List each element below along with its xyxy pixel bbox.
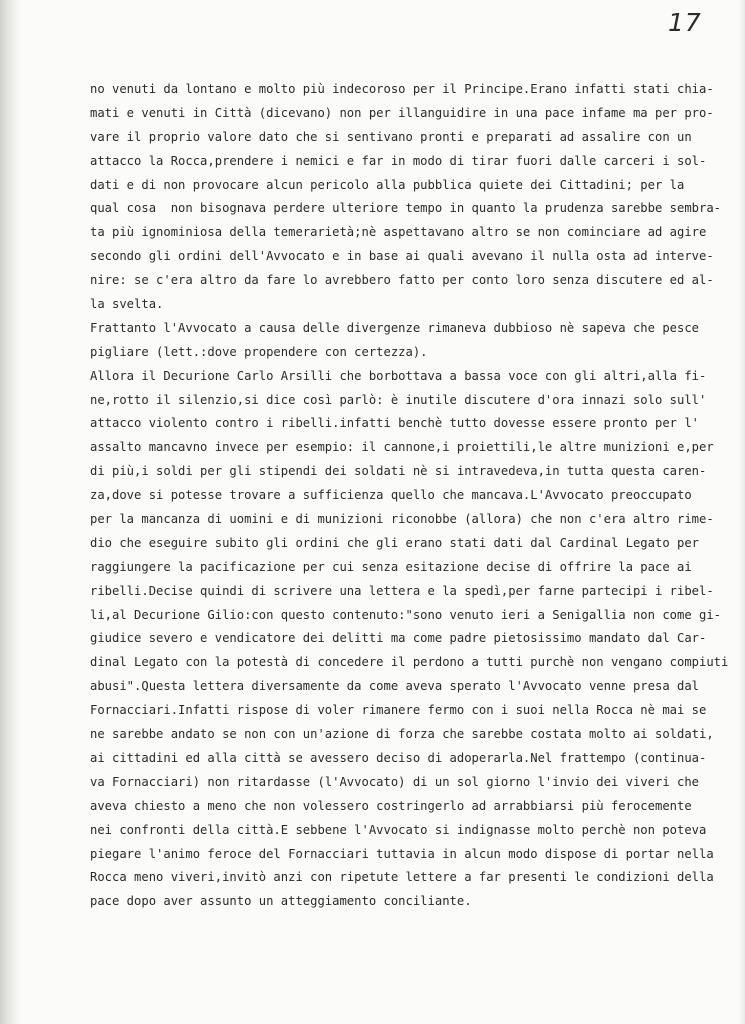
text-line: giudice severo e vendicatore dei delitti ma come padre pietosissimo mandato dal Car- [90, 631, 707, 646]
text-line: dati e di non provocare alcun pericolo alla pubblica quiete dei Cittadini; per la [90, 177, 685, 192]
text-line: attacco la Rocca,prendere i nemici e far in modo di tirar fuori dalle carceri i sol- [90, 153, 707, 168]
text-line: ribelli.Decise quindi di scrivere una lettera e la spedì,per farne partecipi i ribel- [90, 583, 714, 598]
text-line: Allora il Decurione Carlo Arsilli che borbottava a bassa voce con gli altri,alla fi- [90, 368, 707, 383]
text-line: no venuti da lontano e molto più indecoroso per il Principe.Erano infatti stati chia- [90, 82, 714, 96]
text-line: dinal Legato con la potestà di concedere il perdono a tutti purchè non vengano compiuti [90, 655, 729, 670]
text-line: ne,rotto il silenzio,si dice così parlò: è inutile discutere d'ora innazi solo sull' [90, 392, 707, 407]
text-line: di più,i soldi per gli stipendi dei soldati nè si intravedeva,in tutta questa caren- [90, 464, 707, 479]
scan-shadow-right [739, 0, 745, 1024]
text-line: piegare l'animo feroce del Fornacciari tuttavia in alcun modo dispose di portar nella [90, 846, 714, 861]
text-line: li,al Decurione Gilio:con questo contenuto:"sono venuto ieri a Senigallia non come gi- [90, 607, 722, 622]
text-line: va Fornacciari) non ritardasse (l'Avvocato) di un sol giorno l'invio dei viveri che [90, 774, 700, 789]
text-line: nei confronti della città.E sebbene l'Avvocato si indignasse molto perchè non poteva [90, 822, 707, 837]
text-line: Rocca meno viveri,invitò anzi con ripetute lettere a far presenti le condizioni della [90, 870, 714, 885]
text-line: pigliare (lett.:dove propendere con certezza). [90, 344, 428, 359]
text-line: vare il proprio valore dato che si sentivano pronti e preparati ad assalire con un [90, 129, 692, 144]
page-number: 17 [668, 8, 702, 37]
text-line: nire: se c'era altro da fare lo avrebbero fatto per conto loro senza discutere ed al- [90, 273, 714, 288]
text-line: ai cittadini ed alla città se avessero deciso di adoperarla.Nel frattempo (continua- [90, 750, 707, 765]
text-line: qual cosa non bisognava perdere ulteriore tempo in quanto la prudenza sarebbe sembra- [90, 201, 722, 216]
text-line: assalto mancavno invece per esempio: il cannone,i proiettili,le altre munizioni e,per [90, 440, 714, 455]
text-line: mati e venuti in Città (dicevano) non per illanguidire in una pace infame ma per pro- [90, 105, 714, 120]
text-line: abusi".Questa lettera diversamente da come aveva sperato l'Avvocato venne presa dal [90, 679, 700, 694]
text-line: la svelta. [90, 297, 164, 312]
text-line: ta più ignominiosa della temerarietà;nè aspettavano altro se non cominciare ad agire [90, 225, 707, 240]
text-line: za,dove si potesse trovare a sufficienza quello che mancava.L'Avvocato preoccupato [90, 488, 692, 503]
text-line: aveva chiesto a meno che non volessero costringerlo ad arrabbiarsi più ferocemente [90, 798, 692, 813]
text-line: per la mancanza di uomini e di munizioni riconobbe (allora) che non c'era altro rime- [90, 512, 714, 527]
scan-shadow-left [0, 0, 20, 1024]
text-line: Fornacciari.Infatti rispose di voler rimanere fermo con i suoi nella Rocca nè mai se [90, 703, 707, 718]
text-line: ne sarebbe andato se non con un'azione di forza che sarebbe costata molto ai soldati, [90, 727, 714, 742]
text-line: secondo gli ordini dell'Avvocato e in base ai quali avevano il nulla osta ad interve- [90, 249, 714, 264]
text-line: Frattanto l'Avvocato a causa delle divergenze rimaneva dubbioso nè sapeva che pesce [90, 320, 700, 335]
text-line: dio che eseguire subito gli ordini che gli erano stati dati dal Cardinal Legato per [90, 535, 700, 550]
body-text [90, 78, 730, 914]
text-line: pace dopo aver assunto un atteggiamento conciliante. [90, 894, 472, 909]
text-line: raggiungere la pacificazione per cui senza esitazione decise di offrire la pace ai [90, 559, 692, 574]
text-line: attacco violento contro i ribelli.infatti benchè tutto dovesse essere pronto per l' [90, 416, 700, 431]
